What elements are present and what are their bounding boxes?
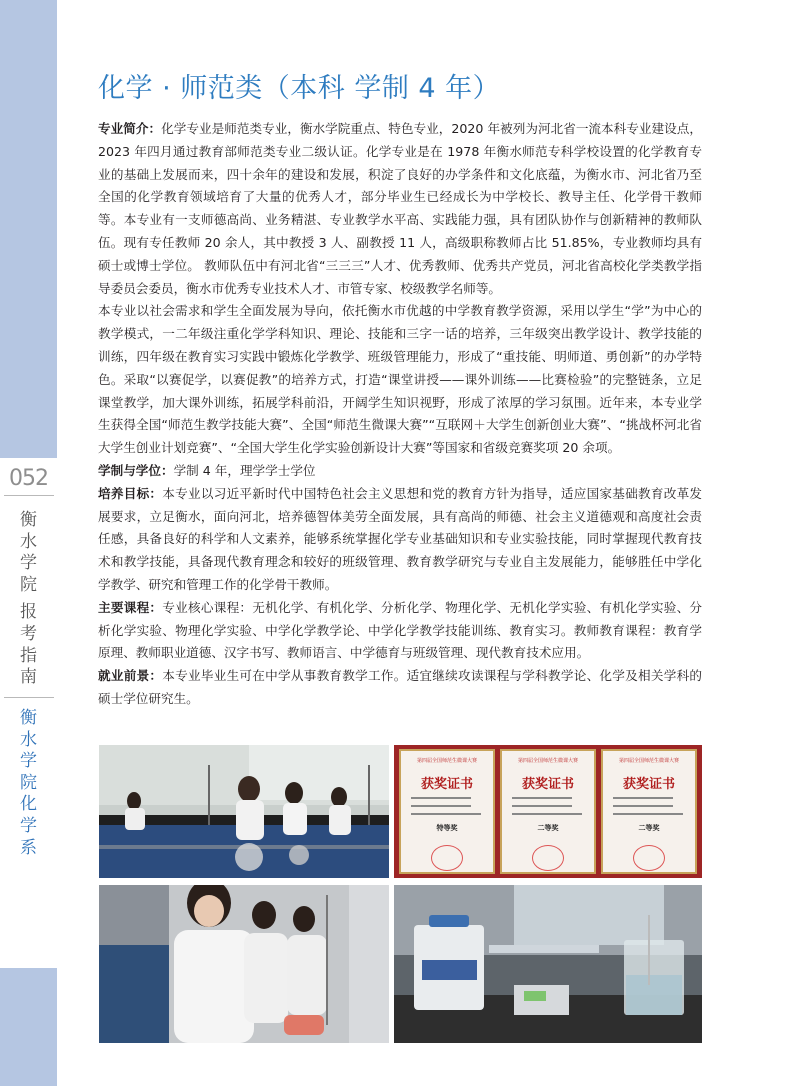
divider — [4, 697, 54, 698]
certificate-header: 第四届全国师范生微课大赛 — [618, 758, 679, 764]
major-description — [98, 118, 702, 711]
department-char: 学 — [20, 815, 37, 836]
certificate — [399, 749, 495, 874]
certificate-text-line — [613, 813, 683, 815]
courses-text: 专业核心课程：无机化学、有机化学、分析化学、物理化学、无机化学实验、有机化学实验、分析化学实验、物理化学实验、中学化学教学论、中学化学教学技能训练、教育实习。教师教育课程：教育学原理、教师职业道德、汉字书写、教师语言、中学德育与班级管理、现代教育技术应用。 — [98, 599, 703, 661]
certificate-header: 第四届全国师范生微课大赛 — [416, 758, 477, 764]
certificate-text-line — [512, 813, 582, 815]
intro-paragraph — [98, 118, 702, 300]
career-label: 就业前景： — [98, 668, 163, 684]
guide-title-char: 报 — [20, 602, 37, 623]
certificate-text-line — [613, 805, 673, 807]
intro-paragraph-2 — [98, 300, 702, 460]
goal-paragraph — [98, 483, 702, 597]
sidebar-top-band — [0, 0, 57, 458]
degree-text: 学制 4 年，理学学士学位 — [173, 462, 316, 478]
certificate-text-line — [411, 797, 471, 799]
lab-equipment-photo — [394, 885, 702, 1043]
divider — [4, 495, 54, 496]
certificate-title: 获奖证书 — [622, 777, 675, 792]
courses-paragraph — [98, 597, 702, 665]
page-title: 化学 · 师范类（本科 学制 4 年） — [98, 73, 501, 104]
red-seal-icon — [532, 845, 564, 871]
guide-title-char: 南 — [20, 667, 37, 688]
certificate-prize: 二等奖 — [638, 824, 660, 832]
degree-paragraph — [98, 460, 702, 483]
department-char: 院 — [20, 772, 37, 793]
equipment-illustration — [394, 885, 702, 1043]
guide-title-char: 考 — [20, 623, 37, 644]
department-char: 系 — [20, 837, 37, 858]
intro-label: 专业简介： — [98, 121, 162, 136]
guide-title-char: 指 — [20, 645, 37, 666]
certificate-prize: 特等奖 — [436, 824, 458, 832]
certificate — [500, 749, 596, 874]
guide-title-char: 水 — [20, 531, 37, 552]
certificate-text-line — [411, 805, 471, 807]
guide-title-char: 衡 — [20, 510, 37, 530]
degree-label: 学制与学位： — [98, 462, 174, 478]
intro-text: 化学专业是师范类专业，衡水学院重点、特色专业，2020 年被列为河北省一流本科专业建设点，2023 年四月通过教育部师范类专业二级认证。化学专业是在 1978 年衡水师范专科学校设置的化学教育专业的基础上发展而来，四十余年的建设和发展，积淀了良好的办学条件和文化底蕴，为衡水市、河北省乃至全国的化学教育领域培育了大量的优秀人才，部分毕业生已经成长为中学校长、教导主任、化学骨干教师等。本专业有一支师德高尚、业务精湛、专业教学水平高、实践能力强，具有团队协作与创新精神的教师队伍。现有专任教师 20 余人，其中教授 3 人、副教授 11 人，高级职称教师占比 51.85%，专业教师均具有硕士或博士学位。 教师队伍中有河北省“三三三”人才、优秀教师、优秀共产党员，河北省高校化学类教学指导委员会委员，衡水市优秀专业技术人才、市管专家、校级教学名师等。 — [98, 121, 702, 296]
certificate-header: 第四届全国师范生微课大赛 — [517, 758, 578, 764]
guide-title-char: 学 — [20, 553, 37, 574]
goal-label: 培养目标： — [98, 485, 163, 501]
certificate-title: 获奖证书 — [521, 777, 574, 792]
intro-text-2: 本专业以社会需求和学生全面发展为导向，依托衡水市优越的中学教育教学资源，采用以学生“学”为中心的教学模式，一二年级注重化学学科知识、理论、技能和三字一话的培养，三年级突出教学设计、教学技能的训练，四年级在教育实习实践中锻炼化学教学、班级管理能力，形成了“重技能、明师道、勇创新”的办学特色。采取“以赛促学，以赛促教”的培养方式，打造“课堂讲授——课外训练——比赛检验”的完整链条，立足课堂教学，加大课外训练，拓展学科前沿，开阔学生知识视野，形成了浓厚的学习氛围。近年来，本专业学生获得全国“师范生教学技能大赛”、全国“师范生微课大赛”“互联网＋大学生创新创业大赛”、“挑战杯河北省大学生创业计划竞赛”、“全国大学生化学实验创新设计大赛”等国家和省级竞赛奖项 20 余项。 — [98, 303, 702, 456]
department-char: 衡 — [20, 708, 37, 728]
red-seal-icon — [633, 845, 665, 871]
lab-photo-titration — [99, 885, 389, 1043]
department-char: 学 — [20, 751, 37, 772]
certificate-text-line — [613, 797, 673, 799]
department-char: 化 — [20, 794, 37, 815]
career-paragraph — [98, 665, 702, 711]
department-vertical — [0, 708, 57, 859]
courses-label: 主要课程： — [98, 599, 163, 615]
guide-title-vertical — [0, 510, 57, 689]
career-text: 本专业毕业生可在中学从事教育教学工作。适宜继续攻读课程与学科教学论、化学及相关学科的硕士学位研究生。 — [98, 668, 703, 706]
page-number: 052 — [9, 466, 48, 491]
red-seal-icon — [431, 845, 463, 871]
certificate-text-line — [512, 797, 572, 799]
sidebar-bottom-band — [0, 968, 57, 1086]
sidebar — [0, 0, 57, 1086]
certificate-title: 获奖证书 — [420, 777, 473, 792]
lab-scene-illustration — [99, 745, 389, 878]
award-certificates-photo — [394, 745, 702, 878]
certificate-text-line — [512, 805, 572, 807]
certificate-text-line — [411, 813, 481, 815]
goal-text: 本专业以习近平新时代中国特色社会主义思想和党的教育方针为指导，适应国家基础教育改革发展要求，立足衡水，面向河北，培养德智体美劳全面发展，具有高尚的师德、社会主义道德观和高度社会责任感，具备良好的科学和人文素养，能够系统掌握化学专业基础知识和专业实验技能，同时掌握现代教育技术和教学技能，具备现代教育理念和较好的班级管理、教育教学研究与专业自主发展能力，能够胜任中学化学教学、研究和管理工作的化学骨干教师。 — [98, 485, 703, 592]
titration-scene-illustration — [99, 885, 389, 1043]
lab-photo-students — [99, 745, 389, 878]
department-char: 水 — [20, 729, 37, 750]
guide-title-char: 院 — [20, 574, 37, 595]
certificate-prize: 二等奖 — [537, 824, 559, 832]
certificate — [601, 749, 697, 874]
